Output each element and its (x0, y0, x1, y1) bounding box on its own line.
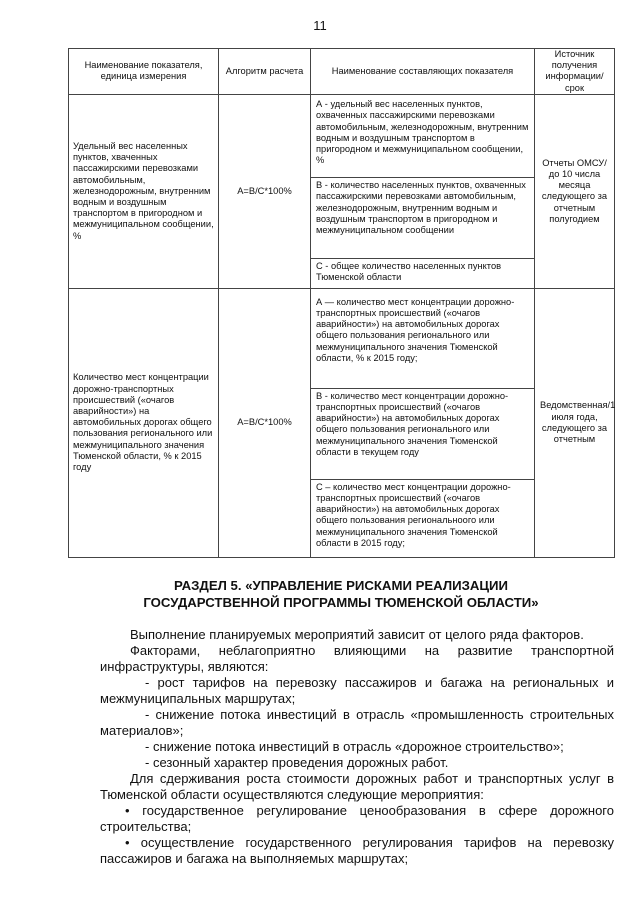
paragraph: Выполнение планируемых мероприятий зависит от целого ряда факторов. (130, 627, 584, 642)
section-body (100, 627, 614, 867)
list-item: • осуществление государственного регулирования тарифов на перевозку пассажиров и багажа на выполняемых маршрутах; (100, 835, 614, 866)
list-item: • государственное регулирование ценообразования в сфере дорожного строительства; (100, 803, 614, 834)
list-item: - снижение потока инвестиций в отрасль «дорожное строительство»; (145, 739, 564, 754)
indicator-cell: Удельный вес населенных пунктов, хваченных пассажирскими перевозками автомобильным, железнодорожным, внутренним водным и воздушным транспортом в пригородном и межмуниципальном сообщении, % (69, 94, 219, 288)
components-cell (311, 288, 535, 557)
component-c: С - общее количество населенных пунктов Тюменской области (316, 261, 502, 283)
section-title (68, 577, 614, 611)
source-cell: Отчеты ОМСУ/ до 10 числа месяца следующего за отчетным полугодием (535, 94, 615, 288)
header-formula: Алгоритм расчета (219, 49, 311, 95)
header-source: Источник получения информации/срок (535, 49, 615, 95)
table-header-row (69, 49, 615, 95)
list-item: - снижение потока инвестиций в отрасль «промышленность строительных материалов»; (100, 707, 614, 738)
component-b: В - количество мест концентрации дорожно-транспортных происшествий («очагов аварийности») на автомобильных дорогах общего пользования регионального или межмуниципального значения Тюменской области в текущем году (311, 389, 534, 480)
indicator-cell: Количество мест концентрации дорожно-транспортных происшествий («очагов аварийности») на автомобильных дорогах общего пользования регионального или межмуниципального значения Тюменской области, % к 2015 году (69, 288, 219, 557)
components-cell (311, 94, 535, 288)
component-c: С – количество мест концентрации дорожно-транспортных происшествий («очагов аварийности») на автомобильных дорогах общего пользования региональноого или межмуниципального значения Тюменской области в 2015 году; (316, 481, 511, 548)
component-a: А — количество мест концентрации дорожно-транспортных происшествий («очагов аварийности») на автомобильных дорогах общего пользования регионального или межмуниципального значения Тюменской области, % к 2015 году; (311, 295, 534, 389)
source-cell: Ведомственная/1 июля года, следующего за отчетным (535, 288, 615, 557)
header-indicator: Наименование показателя, единица измерения (69, 49, 219, 95)
section-title-line1: РАЗДЕЛ 5. «УПРАВЛЕНИЕ РИСКАМИ РЕАЛИЗАЦИИ (174, 578, 508, 593)
header-components: Наименование составляющих показателя (311, 49, 535, 95)
component-a: А - удельный вес населенных пунктов, охваченных пассажирскими перевозками автомобильным, железнодорожным, внутренним водным и воздушным транспортом в пригородном и межмуниципальном сообщении, % (311, 97, 534, 178)
table-row (69, 94, 615, 288)
formula-cell: A=B/C*100% (219, 288, 311, 557)
section-title-line2: ГОСУДАРСТВЕННОЙ ПРОГРАММЫ ТЮМЕНСКОЙ ОБЛАСТИ» (143, 595, 539, 610)
page-number: 11 (313, 18, 327, 33)
component-b: В - количество населенных пунктов, охваченных пассажирскими перевозками автомобильным, железнодорожным, внутренним водным и воздушным транспортом в пригородном и межмуниципальном сообщении (311, 178, 534, 259)
list-item: - рост тарифов на перевозку пассажиров и багажа на региональных и межмуниципальных маршрутах; (100, 675, 614, 706)
list-item: - сезонный характер проведения дорожных работ. (145, 755, 449, 770)
paragraph: Факторами, неблагоприятно влияющими на развитие транспортной инфраструктуры, являются: (100, 643, 614, 674)
table-row (69, 288, 615, 557)
indicators-table (68, 48, 615, 558)
paragraph: Для сдерживания роста стоимости дорожных работ и транспортных услуг в Тюменской области осуществляются следующие мероприятия: (100, 771, 614, 802)
formula-cell: A=B/C*100% (219, 94, 311, 288)
